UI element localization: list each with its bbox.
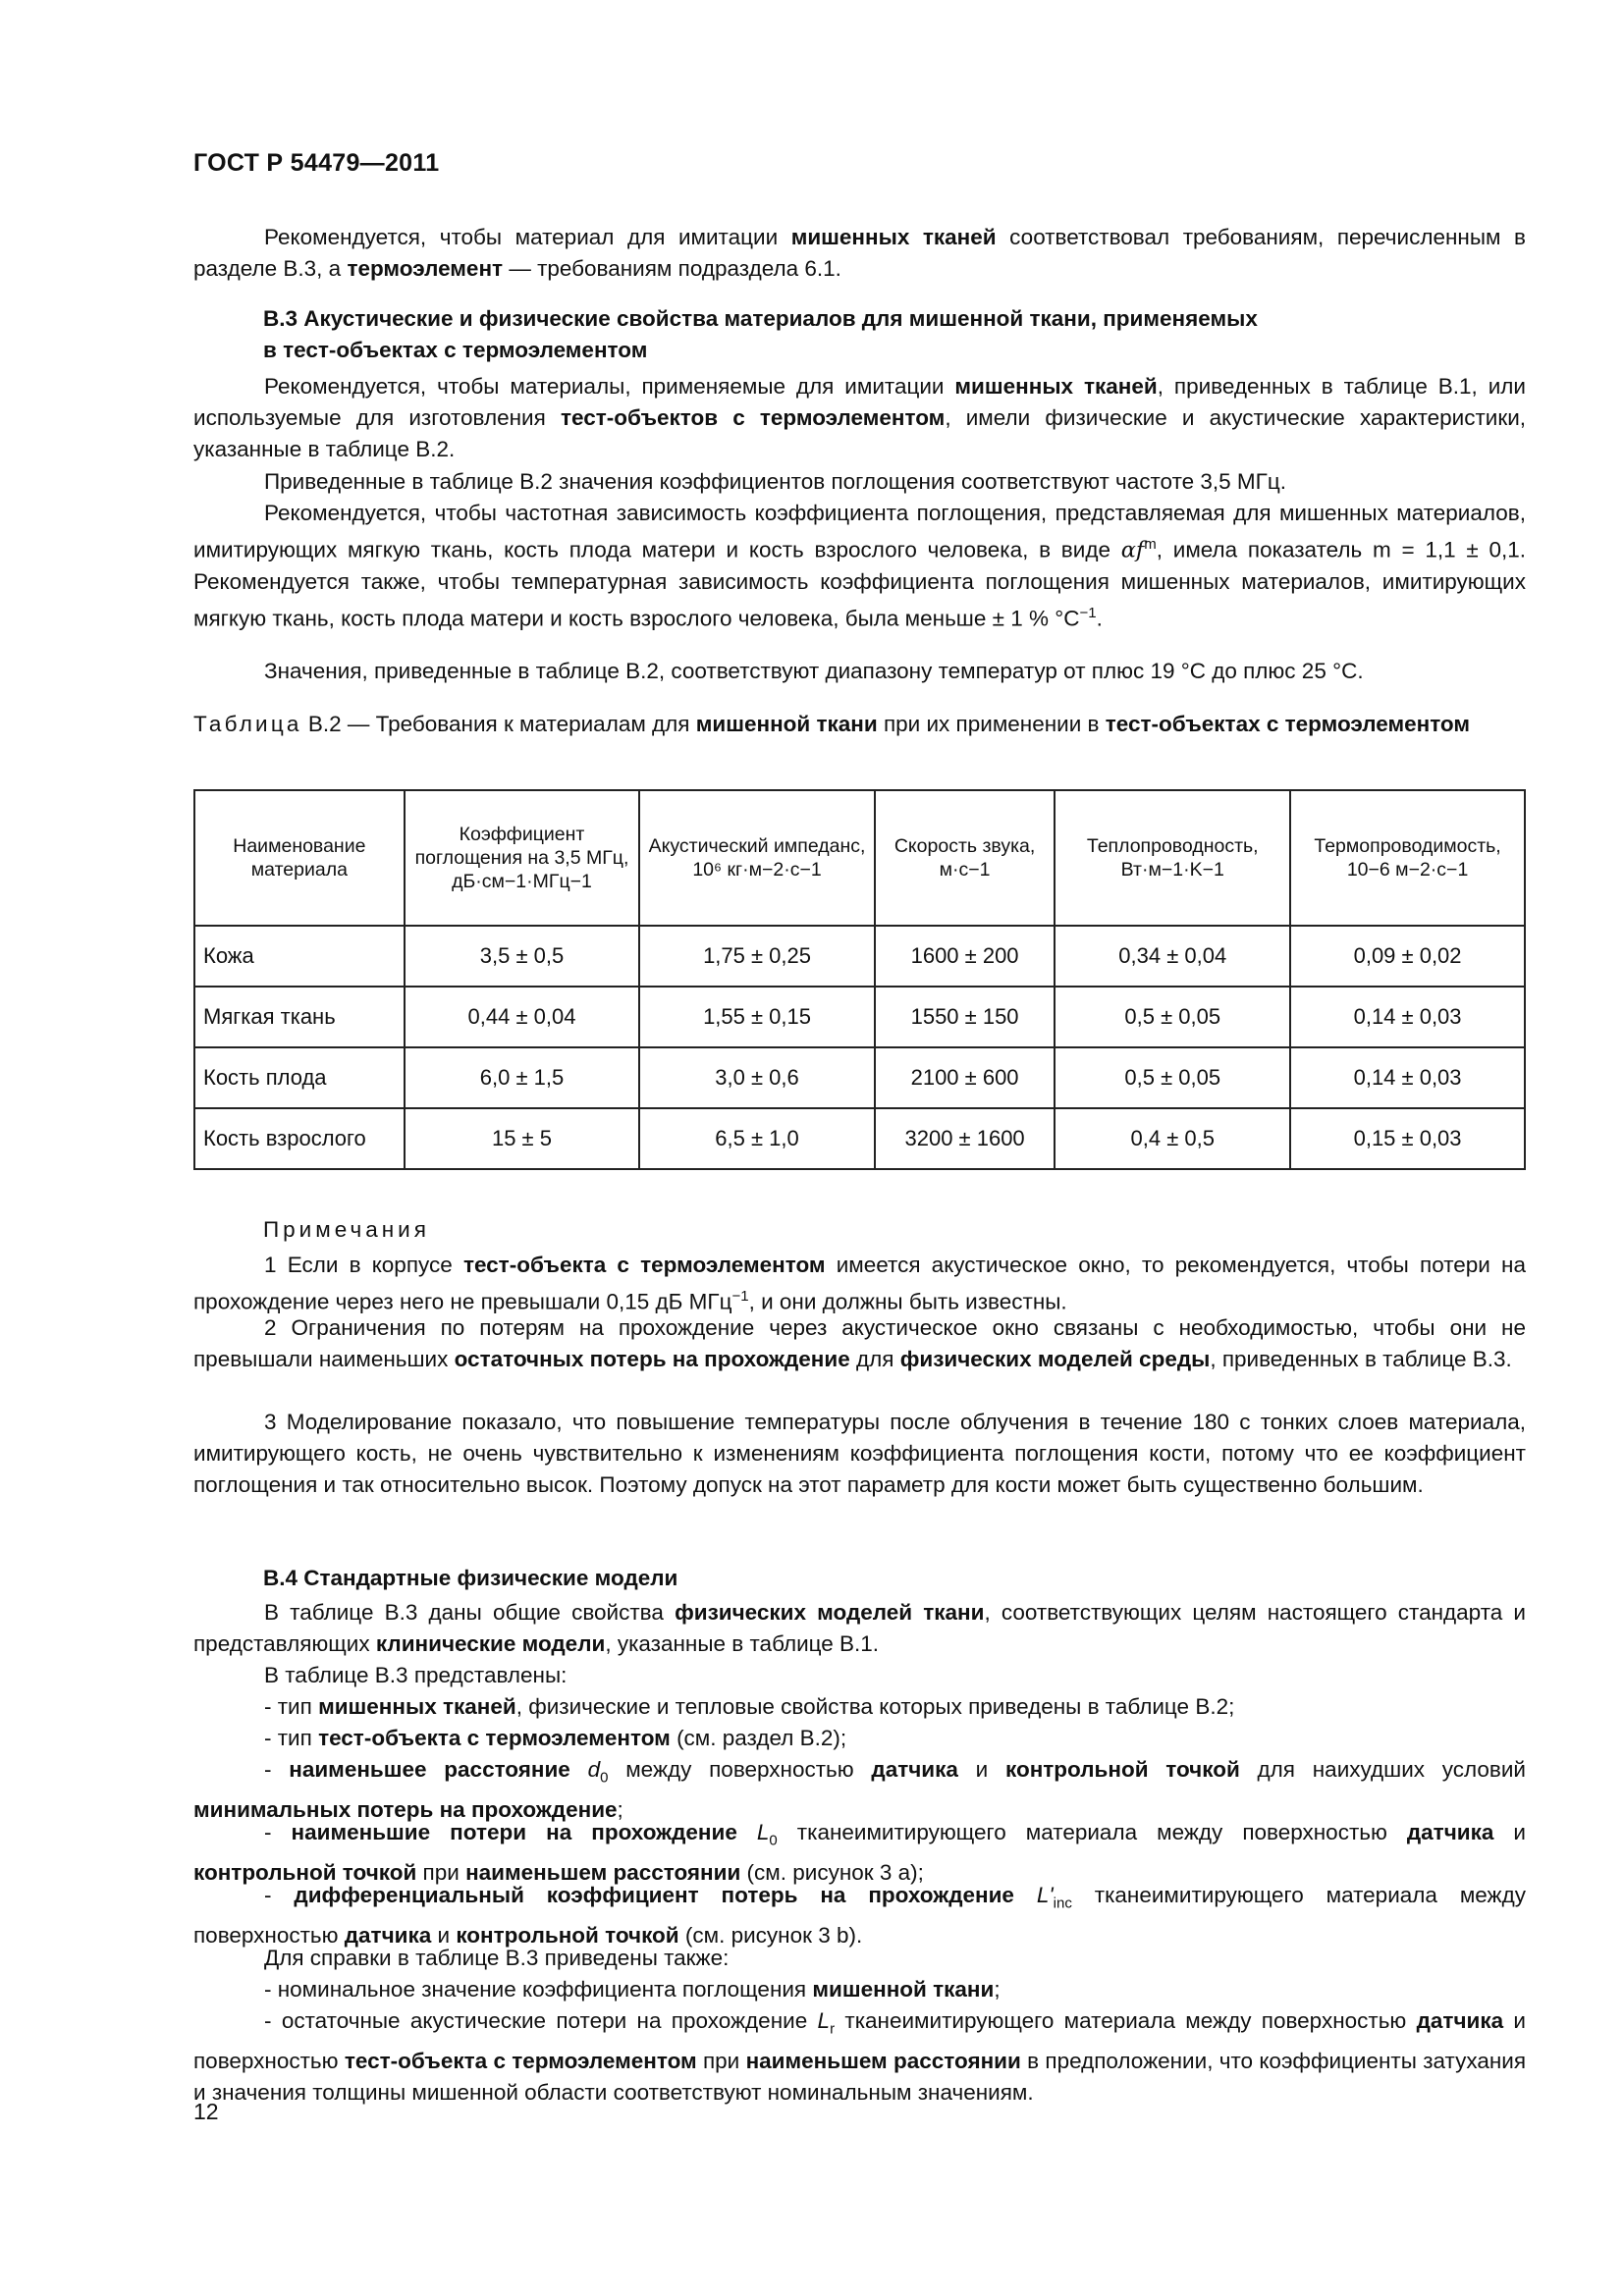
materials-table xyxy=(193,789,1526,1170)
table-caption: Таблица В.2 — Требования к материалам для мишенной ткани при их применении в тест-объектах с термоэлементом xyxy=(193,712,1471,736)
notes-title: Примечания xyxy=(263,1217,430,1242)
section-b4-paragraph-1: В таблице В.3 даны общие свойства физических моделей ткани, соответствующих целям настоящего стандарта и представляющих клинические модели, указанные в таблице В.1. xyxy=(193,1600,1526,1656)
table-row xyxy=(194,1108,1525,1169)
list-item: - дифференциальный коэффициент потерь на прохождение $L'_{inc}$ тканеимитирующего материала между поверхностью датчика и контрольной точкой (см. рисунок 3 b). xyxy=(193,1883,1526,1948)
note-3: 3 Моделирование показало, что повышение температуры после облучения в течение 180 с тонких слоев материала, имитирующего кость, не очень чувствительно к изменениям коэффициента поглощения кости, потому что ее коэффициент поглощения и так относительно высок. Поэтому допуск на этот параметр для кости может быть существенно большим. xyxy=(193,1410,1526,1497)
header-material-name: Наименование материала xyxy=(194,790,405,926)
cell-material: Мягкая ткань xyxy=(194,987,405,1047)
cell-impedance: 1,55 ± 0,15 xyxy=(639,987,875,1047)
cell-impedance: 3,0 ± 0,6 xyxy=(639,1047,875,1108)
table-row xyxy=(194,987,1525,1047)
cell-material: Кость взрослого xyxy=(194,1108,405,1169)
list-item: - наименьшие потери на прохождение $L_0$ тканеимитирующего материала между поверхностью датчика и контрольной точкой при наименьшем расстоянии (см. рисунок 3 а); xyxy=(193,1820,1526,1885)
section-b4-title: В.4 Стандартные физические модели xyxy=(263,1566,678,1590)
cell-absorption: 15 ± 5 xyxy=(405,1108,640,1169)
section-b3-paragraph-3: Рекомендуется, чтобы частотная зависимость коэффициента поглощения, представляемая для мишенных материалов, имитирующих мягкую ткань, кость плода матери и кость взрослого человека, в виде $\alpha f^m$, имела показатель m = 1,1 ± 0,1. Рекомендуется также, чтобы температурная зависимость коэффициента поглощения мишенных материалов, имитирующих мягкую ткань, кость плода матери и кость взрослого человека, была меньше ± 1 % $^\circ С^{-1}$. xyxy=(193,501,1526,630)
cell-impedance: 1,75 ± 0,25 xyxy=(639,926,875,987)
cell-absorption: 6,0 ± 1,5 xyxy=(405,1047,640,1108)
list-item: - тип мишенных тканей, физические и тепловые свойства которых приведены в таблице В.2; xyxy=(264,1694,1235,1719)
section-b3-paragraph-1: Рекомендуется, чтобы материалы, применяемые для имитации мишенных тканей, приведенных в таблице В.1, или используемые для изготовления тест-объектов с термоэлементом, имели физические и акустические характеристики, указанные в таблице В.2. xyxy=(193,374,1527,461)
cell-thermal-conductivity: 0,5 ± 0,05 xyxy=(1055,987,1290,1047)
cell-thermal-diffusivity: 0,14 ± 0,03 xyxy=(1290,987,1525,1047)
section-b3-title: В.3 Акустические и физические свойства материалов для мишенной ткани, применяемых в тест-объектах с термоэлементом xyxy=(263,306,1258,362)
header-thermal-conductivity: Теплопроводность, Вт·м−1·K−1 xyxy=(1055,790,1290,926)
cell-sound-speed: 3200 ± 1600 xyxy=(875,1108,1056,1169)
cell-thermal-conductivity: 0,5 ± 0,05 xyxy=(1055,1047,1290,1108)
note-1: 1 Если в корпусе тест-объекта с термоэлементом имеется акустическое окно, то рекомендуется, чтобы потери на прохождение через него не превышали 0,15 дБ МГц$^{-1}$, и они должны быть известны. xyxy=(193,1253,1526,1314)
section-b3-paragraph-4: Значения, приведенные в таблице В.2, соответствуют диапазону температур от плюс 19 °С до плюс 25 °С. xyxy=(264,659,1364,683)
header-thermal-diffusivity: Термопроводимость, 10−6 м−2·с−1 xyxy=(1290,790,1525,926)
cell-thermal-diffusivity: 0,09 ± 0,02 xyxy=(1290,926,1525,987)
cell-thermal-conductivity: 0,4 ± 0,5 xyxy=(1055,1108,1290,1169)
cell-absorption: 0,44 ± 0,04 xyxy=(405,987,640,1047)
table-header-row xyxy=(194,790,1525,926)
section-b3-paragraph-2: Приведенные в таблице В.2 значения коэффициентов поглощения соответствуют частоте 3,5 МГц. xyxy=(264,469,1286,494)
cell-material: Кость плода xyxy=(194,1047,405,1108)
cell-thermal-diffusivity: 0,15 ± 0,03 xyxy=(1290,1108,1525,1169)
cell-sound-speed: 1550 ± 150 xyxy=(875,987,1056,1047)
header-sound-speed: Скорость звука, м·с−1 xyxy=(875,790,1056,926)
header-absorption: Коэффициент поглощения на 3,5 МГц, дБ·см−1·МГц−1 xyxy=(405,790,640,926)
standard-header: ГОСТ Р 54479—2011 xyxy=(193,149,440,177)
intro-paragraph: Рекомендуется, чтобы материал для имитации мишенных тканей соответствовал требованиям, перечисленным в разделе В.3, а термоэлемент — требованиям подраздела 6.1. xyxy=(193,225,1526,281)
list-item: - тип тест-объекта с термоэлементом (см. раздел В.2); xyxy=(264,1726,847,1750)
cell-thermal-conductivity: 0,34 ± 0,04 xyxy=(1055,926,1290,987)
cell-sound-speed: 1600 ± 200 xyxy=(875,926,1056,987)
section-b4-paragraph-2: В таблице В.3 представлены: xyxy=(264,1663,568,1687)
list-item: - наименьшее расстояние $d_0$ между поверхностью датчика и контрольной точкой для наихудших условий минимальных потерь на прохождение; xyxy=(193,1757,1526,1822)
cell-material: Кожа xyxy=(194,926,405,987)
note-2: 2 Ограничения по потерям на прохождение через акустическое окно связаны с необходимостью, чтобы они не превышали наименьших остаточных потерь на прохождение для физических моделей среды, приведенных в таблице В.3. xyxy=(193,1315,1526,1371)
cell-impedance: 6,5 ± 1,0 xyxy=(639,1108,875,1169)
cell-absorption: 3,5 ± 0,5 xyxy=(405,926,640,987)
table-row xyxy=(194,1047,1525,1108)
list-item: - номинальное значение коэффициента поглощения мишенной ткани; xyxy=(264,1977,1001,2002)
section-b4-paragraph-3: Для справки в таблице В.3 приведены также: xyxy=(264,1946,730,1970)
page-number: 12 xyxy=(193,2099,219,2124)
cell-thermal-diffusivity: 0,14 ± 0,03 xyxy=(1290,1047,1525,1108)
table-row xyxy=(194,926,1525,987)
cell-sound-speed: 2100 ± 600 xyxy=(875,1047,1056,1108)
list-item: - остаточные акустические потери на прохождение $L_r$ тканеимитирующего материала между поверхностью датчика и поверхностью тест-объекта с термоэлементом при наименьшем расстоянии в предположении, что коэффициенты затухания и значения толщины мишенной области соответствуют номинальным значениям. xyxy=(193,2008,1527,2105)
header-impedance: Акустический импеданс, 10⁶ кг·м−2·с−1 xyxy=(639,790,875,926)
